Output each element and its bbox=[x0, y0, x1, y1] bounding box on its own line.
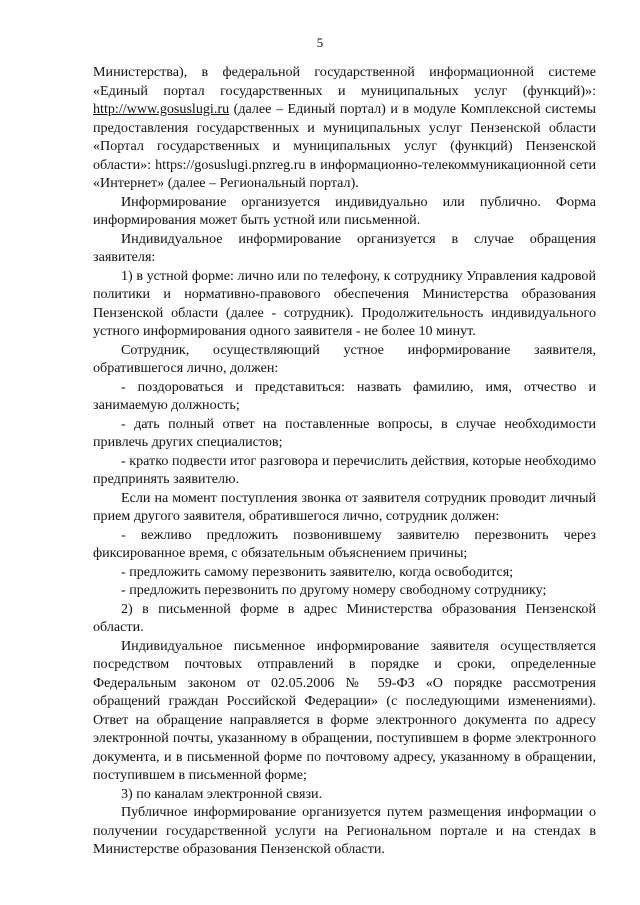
list-item: - поздороваться и представиться: назвать фамилию, имя, отчество и занимаемую должность; bbox=[93, 378, 596, 413]
paragraph: Информирование организуется индивидуально или публично. Форма информирования может быть устной или письменной. bbox=[93, 193, 596, 228]
paragraph-text-after-link: (далее – Единый портал) и в модуле Комплексной системы предоставления государственных и муниципальных услуг Пензенской области «Портал государственных и муниципальных услуг (функций) Пензенской области»: https://gosuslugi.pnzreg.ru в информационно-телекоммуникационной сети «Интернет» (далее – Региональный портал). bbox=[93, 101, 596, 191]
paragraph: Публичное информирование организуется путем размещения информации о получении государственной услуги на Региональном портале и на стендах в Министерстве образования Пензенской области. bbox=[93, 804, 596, 857]
list-item: - предложить самому перезвонить заявителю, когда освободится; bbox=[121, 563, 514, 580]
gosuslugi-link[interactable]: http://www.gosuslugi.ru bbox=[93, 101, 230, 117]
paragraph: 2) в письменной форме в адрес Министерства образования Пензенской области. bbox=[93, 600, 596, 635]
list-item: - кратко подвести итог разговора и перечислить действия, которые необходимо предпринять заявителю. bbox=[93, 452, 596, 487]
paragraph: Индивидуальное информирование организуется в случае обращения заявителя: bbox=[93, 230, 596, 265]
document-body bbox=[93, 63, 596, 859]
paragraph: 1) в устной форме: лично или по телефону, к сотруднику Управления кадровой политики и нормативно-правового обеспечения Министерства образования Пензенской области (далее - сотрудник). Продолжительность индивидуального устного информирования одного заявителя - не более 10 минут. bbox=[93, 267, 596, 339]
list-item: - вежливо предложить позвонившему заявителю перезвонить через фиксированное время, с обязательным объяснением причины; bbox=[93, 526, 596, 561]
paragraph-continuation bbox=[93, 63, 596, 193]
paragraph: Индивидуальное письменное информирование заявителя осуществляется посредством почтовых отправлений в порядке и сроки, определенные Федеральным законом от 02.05.2006 № 59-ФЗ «О порядке рассмотрения обращений граждан Российской Федерации» (с последующими изменениями). Ответ на обращение направляется в форме электронного документа по адресу электронной почты, указанному в обращении, поступившем в форме электронного документа, и в письменной форме по почтовому адресу, указанному в обращении, поступившем в письменной форме; bbox=[93, 637, 596, 783]
list-item: - дать полный ответ на поставленные вопросы, в случае необходимости привлечь других специалистов; bbox=[93, 415, 596, 450]
page-number: 5 bbox=[316, 35, 324, 50]
list-item: - предложить перезвонить по другому номеру свободному сотруднику; bbox=[121, 582, 547, 598]
paragraph: Если на момент поступления звонка от заявителя сотрудник проводит личный прием другого заявителя, обратившегося лично, сотрудник должен: bbox=[93, 489, 596, 524]
paragraph: Сотрудник, осуществляющий устное информирование заявителя, обратившегося лично, должен: bbox=[93, 341, 596, 376]
paragraph: 3) по каналам электронной связи. bbox=[121, 785, 323, 802]
paragraph-text: Министерства), в федеральной государственной информационной системе «Единый портал государственных и муниципальных услуг (функций)»: bbox=[93, 64, 596, 99]
